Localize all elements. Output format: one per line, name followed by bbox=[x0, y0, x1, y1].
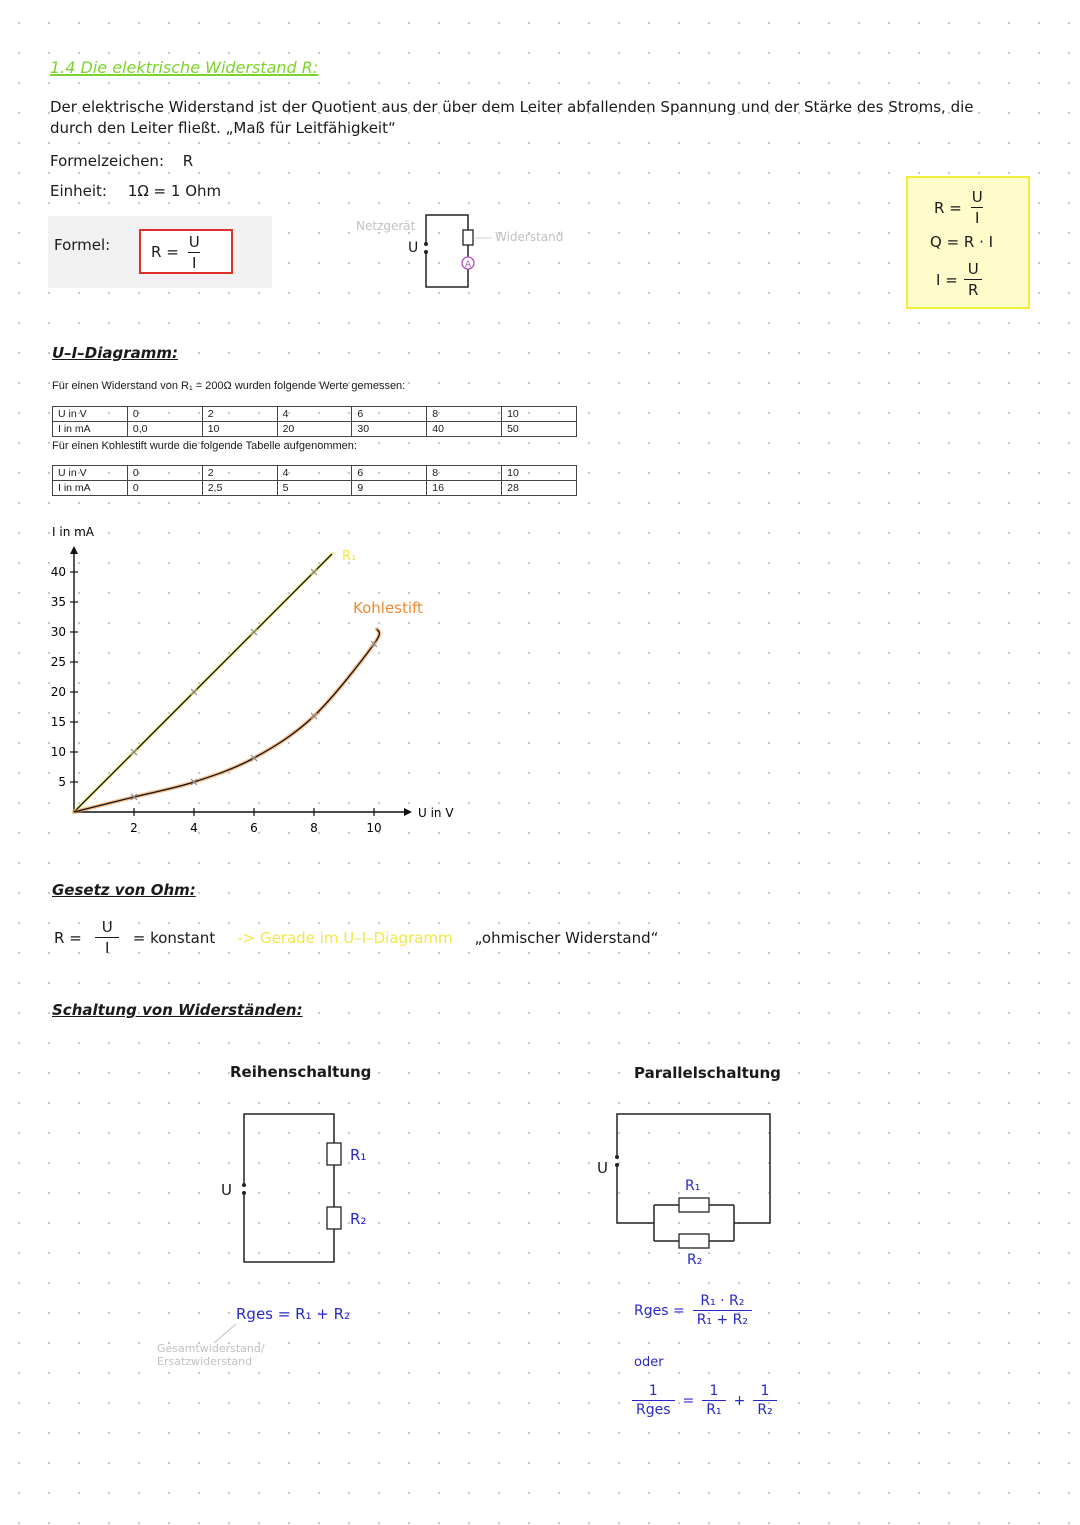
series-terminal-top bbox=[242, 1183, 246, 1187]
table-row bbox=[53, 466, 577, 481]
table-cell: I in mA bbox=[53, 422, 128, 437]
series-resistor-r1 bbox=[327, 1143, 341, 1165]
table-kohlestift bbox=[52, 465, 577, 496]
resistor-label: Widerstand bbox=[495, 230, 564, 244]
table-row bbox=[53, 422, 577, 437]
summary-f3-num: U bbox=[967, 260, 979, 278]
symbol-value: R bbox=[182, 152, 194, 170]
table-cell: 10 bbox=[502, 466, 577, 481]
recip-num-1: 1 bbox=[648, 1383, 658, 1399]
y-tick-label: 30 bbox=[50, 625, 66, 639]
ohm-quote: „ohmischer Widerstand“ bbox=[474, 928, 659, 947]
parallel-resistor-r1 bbox=[679, 1198, 709, 1212]
table1-intro: Für einen Widerstand von R₁ = 200Ω wurden folgende Werte gemessen: bbox=[52, 380, 406, 392]
recip-den-2: R₁ bbox=[702, 1400, 725, 1418]
ui-chart bbox=[30, 520, 480, 840]
psu-label: Netzgerät bbox=[356, 219, 416, 233]
parallel-den: R₁ + R₂ bbox=[693, 1310, 752, 1328]
recip-frac-3 bbox=[753, 1383, 776, 1418]
formula-fraction bbox=[185, 233, 204, 272]
x-tick-label: 8 bbox=[310, 821, 318, 835]
circuit-u-label: U bbox=[408, 240, 419, 256]
ohm-arrow-note: -> Gerade im U–I–Diagramm bbox=[237, 928, 453, 947]
parallel-terminal-top bbox=[615, 1155, 619, 1159]
series-label: Kohlestift bbox=[353, 599, 423, 617]
reciprocal-formula bbox=[632, 1383, 777, 1418]
ohm-fraction bbox=[92, 918, 123, 957]
table-cell: 2,5 bbox=[202, 481, 277, 496]
parallel-formula-lhs: Rges = bbox=[634, 1302, 685, 1319]
table-cell: 0 bbox=[127, 481, 202, 496]
table-cell: 28 bbox=[502, 481, 577, 496]
table-cell: U in V bbox=[53, 407, 128, 422]
table-cell: 6 bbox=[352, 466, 427, 481]
symbol-label: Formelzeichen: bbox=[50, 152, 164, 170]
formula-highlight bbox=[139, 229, 233, 274]
table-cell: I in mA bbox=[53, 481, 128, 496]
formula-summary-box bbox=[906, 176, 1030, 309]
recip-num-3: 1 bbox=[760, 1383, 770, 1399]
series-circuit-diagram bbox=[230, 1105, 360, 1275]
ammeter-label: A bbox=[464, 260, 472, 270]
table-cell: 0,0 bbox=[127, 422, 202, 437]
y-axis-label: I in mA bbox=[52, 525, 95, 539]
formula-lhs: R = bbox=[151, 243, 179, 261]
y-tick-label: 15 bbox=[50, 715, 66, 729]
section-title: 1.4 Die elektrische Widerstand R: bbox=[50, 58, 319, 77]
table-cell: 20 bbox=[277, 422, 352, 437]
series-resistor-r2 bbox=[327, 1207, 341, 1229]
y-tick-label: 20 bbox=[50, 685, 66, 699]
series-line bbox=[74, 554, 332, 812]
x-tick-label: 4 bbox=[190, 821, 198, 835]
recip-eq: = bbox=[682, 1392, 695, 1409]
x-tick-label: 10 bbox=[366, 821, 382, 835]
y-tick-label: 35 bbox=[50, 595, 66, 609]
x-tick-label: 2 bbox=[130, 821, 138, 835]
table-cell: 6 bbox=[352, 407, 427, 422]
recip-frac-2 bbox=[702, 1383, 725, 1418]
summary-f3-den: R bbox=[964, 279, 982, 299]
recip-den-3: R₂ bbox=[753, 1400, 776, 1418]
parallel-resistor-r2 bbox=[679, 1234, 709, 1248]
parallel-terminal-bottom bbox=[615, 1163, 619, 1167]
resistor-symbol bbox=[463, 230, 473, 245]
table-cell: 5 bbox=[277, 481, 352, 496]
parallel-num: R₁ · R₂ bbox=[700, 1293, 745, 1309]
ui-diagram-heading: U–I–Diagramm: bbox=[52, 344, 178, 362]
x-tick-label: 6 bbox=[250, 821, 258, 835]
summary-f2: Q = R · I bbox=[930, 233, 994, 251]
table-cell: 0 bbox=[127, 407, 202, 422]
parallel-r2-label: R₂ bbox=[687, 1252, 703, 1268]
table-cell: 4 bbox=[277, 407, 352, 422]
series-note: Gesamtwiderstand/ Ersatzwiderstand bbox=[157, 1342, 265, 1368]
recip-num-2: 1 bbox=[709, 1383, 719, 1399]
table-row bbox=[53, 407, 577, 422]
parallel-title: Parallelschaltung bbox=[634, 1064, 781, 1082]
formula-num: U bbox=[188, 232, 200, 251]
series-r2-label: R₂ bbox=[350, 1210, 367, 1228]
unit-row bbox=[50, 182, 221, 200]
x-axis-arrow bbox=[404, 808, 412, 816]
series-wire bbox=[244, 1114, 334, 1262]
symbol-row bbox=[50, 152, 193, 170]
series-r1-label: R₁ bbox=[350, 1146, 367, 1164]
table-cell: 10 bbox=[202, 422, 277, 437]
table-cell: 50 bbox=[502, 422, 577, 437]
parallel-fraction bbox=[693, 1293, 752, 1328]
series-formula: Rges = R₁ + R₂ bbox=[236, 1305, 351, 1323]
parallel-formula bbox=[634, 1293, 752, 1328]
parallel-left-wire bbox=[617, 1167, 654, 1223]
table-cell: 4 bbox=[277, 466, 352, 481]
table-resistor bbox=[52, 406, 577, 437]
y-tick-label: 40 bbox=[50, 565, 66, 579]
y-tick-label: 25 bbox=[50, 655, 66, 669]
summary-f1-den: I bbox=[971, 207, 983, 227]
unit-label: Einheit: bbox=[50, 182, 107, 200]
table-cell: 8 bbox=[427, 466, 502, 481]
simple-circuit-diagram bbox=[400, 210, 580, 300]
recip-plus: + bbox=[733, 1392, 746, 1409]
y-tick-label: 5 bbox=[58, 775, 66, 789]
table-row bbox=[53, 481, 577, 496]
oder-text: oder bbox=[634, 1355, 664, 1370]
ohm-heading: Gesetz von Ohm: bbox=[52, 881, 196, 899]
terminal-bottom bbox=[424, 250, 428, 254]
table-cell: 16 bbox=[427, 481, 502, 496]
terminal-top bbox=[424, 242, 428, 246]
table2-intro: Für einen Kohlestift wurde die folgende Tabelle aufgenommen: bbox=[52, 440, 357, 452]
formula-label: Formel: bbox=[54, 236, 111, 254]
table-cell: 10 bbox=[502, 407, 577, 422]
series-label: R₁ bbox=[342, 549, 357, 564]
series-terminal-bottom bbox=[242, 1191, 246, 1195]
ohm-lhs: R = bbox=[54, 928, 82, 947]
summary-f1-fraction bbox=[968, 188, 987, 227]
table-cell: 2 bbox=[202, 407, 277, 422]
formula-den: I bbox=[188, 252, 200, 272]
summary-f3-fraction bbox=[964, 260, 983, 299]
schaltung-heading: Schaltung von Widerständen: bbox=[52, 1001, 303, 1019]
parallel-r1-label: R₁ bbox=[685, 1178, 701, 1194]
summary-f3-lhs: I = bbox=[936, 270, 958, 289]
parallel-u-label: U bbox=[597, 1159, 608, 1177]
series-title: Reihenschaltung bbox=[230, 1063, 372, 1081]
table-cell: 40 bbox=[427, 422, 502, 437]
summary-f1-num: U bbox=[971, 188, 983, 206]
ohm-den: I bbox=[95, 937, 119, 957]
table-cell: 2 bbox=[202, 466, 277, 481]
ohm-num: U bbox=[101, 918, 113, 936]
unit-value: 1Ω = 1 Ohm bbox=[127, 182, 222, 200]
recip-den-1: Rges bbox=[632, 1400, 675, 1418]
circuit-wire bbox=[426, 215, 468, 287]
definition-text: Der elektrische Widerstand ist der Quotient aus der über dem Leiter abfallenden Spannung und der Stärke des Stroms, die durch den Leiter fließt. „Maß für Leitfähigkeit“ bbox=[50, 98, 974, 137]
table-cell: 8 bbox=[427, 407, 502, 422]
table-cell: 9 bbox=[352, 481, 427, 496]
series-u-label: U bbox=[221, 1181, 232, 1199]
y-tick-label: 10 bbox=[50, 745, 66, 759]
ohm-rest: = konstant bbox=[132, 928, 216, 947]
ohm-formula bbox=[54, 918, 658, 957]
x-axis-label: U in V bbox=[418, 806, 454, 820]
recip-frac-1 bbox=[632, 1383, 675, 1418]
y-axis-arrow bbox=[70, 546, 78, 554]
table-cell: U in V bbox=[53, 466, 128, 481]
table-cell: 0 bbox=[127, 466, 202, 481]
summary-f1-lhs: R = bbox=[934, 198, 962, 217]
table-cell: 30 bbox=[352, 422, 427, 437]
